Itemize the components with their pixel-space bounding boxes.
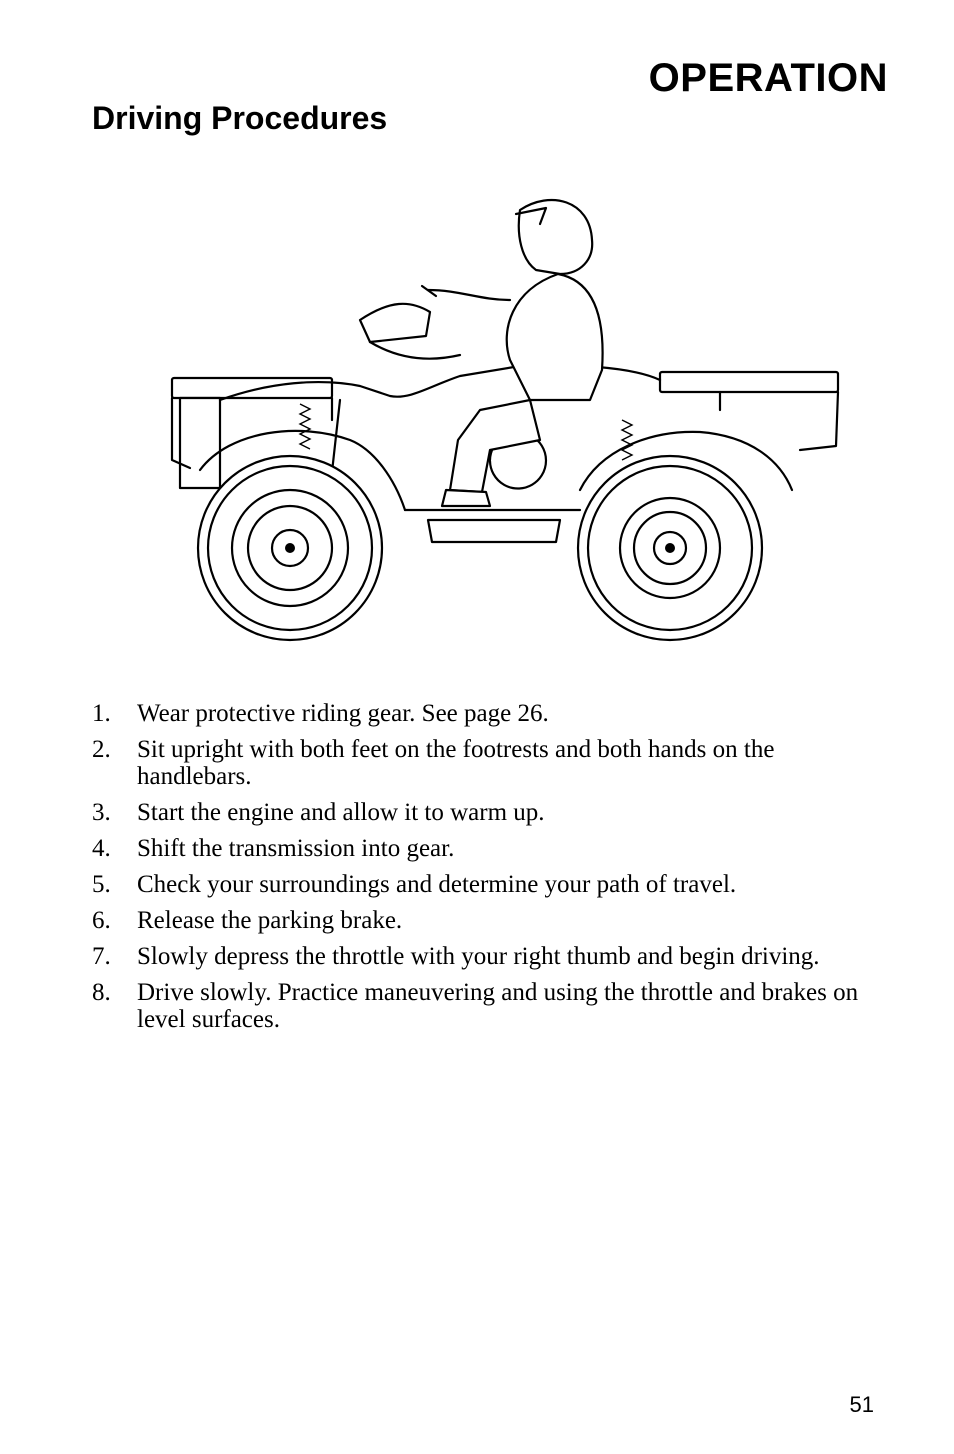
page-number: 51 (849, 1392, 874, 1417)
step-number: 7. (92, 943, 111, 970)
rider (422, 200, 603, 506)
step-item (92, 700, 872, 727)
step-number: 8. (92, 979, 111, 1006)
step-item (92, 871, 872, 898)
step-item (92, 907, 872, 934)
step-number: 5. (92, 871, 111, 898)
step-number: 3. (92, 799, 111, 826)
atv-rider-illustration (160, 150, 850, 660)
step-number: 6. (92, 907, 111, 934)
step-text: Drive slowly. Practice maneuvering and using the throttle and brakes on level surfaces. (137, 979, 859, 1033)
step-number: 1. (92, 700, 111, 727)
step-item (92, 979, 872, 1033)
page-heading: Driving Procedures (92, 100, 388, 136)
step-item (92, 799, 872, 826)
step-text: Shift the transmission into gear. (137, 835, 455, 862)
step-text: Release the parking brake. (137, 907, 403, 934)
rear-wheel (198, 456, 382, 640)
step-item (92, 736, 872, 790)
step-text: Slowly depress the throttle with your right thumb and begin driving. (137, 943, 820, 970)
step-number: 2. (92, 736, 111, 763)
step-item (92, 943, 872, 970)
step-text: Start the engine and allow it to warm up. (137, 799, 545, 826)
step-item (92, 835, 872, 862)
front-wheel (578, 456, 762, 640)
procedure-steps (92, 700, 872, 1042)
step-text: Sit upright with both feet on the footrests and both hands on the handlebars. (137, 736, 775, 790)
step-number: 4. (92, 835, 111, 862)
front-rack (660, 372, 838, 450)
step-text: Wear protective riding gear. See page 26. (137, 700, 549, 727)
step-text: Check your surroundings and determine your path of travel. (137, 871, 737, 898)
section-title: OPERATION (648, 56, 888, 100)
